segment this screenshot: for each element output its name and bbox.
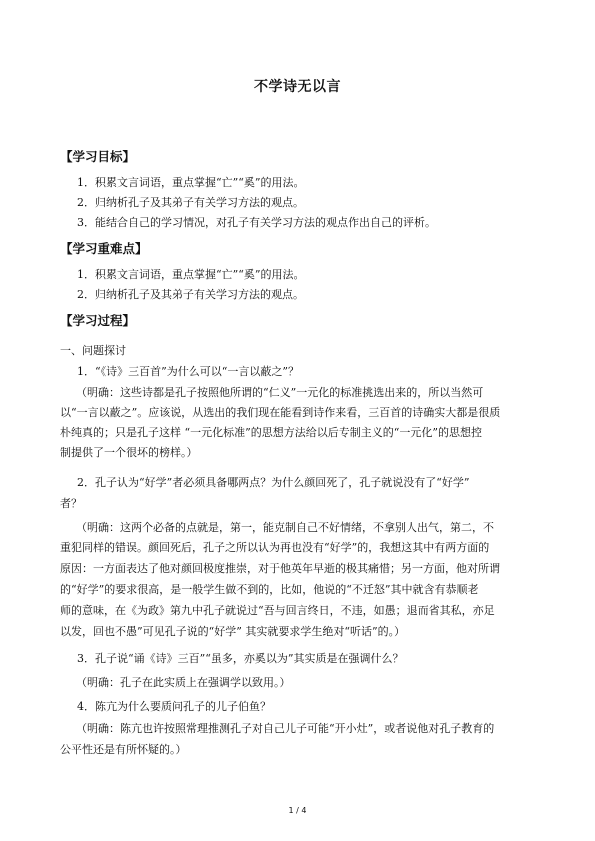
answer-2-line: 以发，回也不愚”可见孔子说的“好学” 其实就要求学生绝对“听话”的。） [60, 625, 406, 638]
part-heading: 一、问题探讨 [60, 344, 126, 357]
difficulty-item: 1．积累文言词语，重点掌握“亡”“奚”的用法。 [77, 268, 305, 281]
question-2-line: 者？ [60, 497, 82, 510]
answer-1-line: 以“一言以蔽之”。应该说，从选出的我们现在能看到诗作来看，三百首的诗确实大都是很质 [60, 406, 501, 419]
goal-item: 1．积累文言词语，重点掌握“亡”“奚”的用法。 [77, 176, 305, 189]
section-heading-goals: 【学习目标】 [60, 149, 136, 164]
section-heading-difficulties: 【学习重难点】 [60, 241, 148, 256]
answer-2-line: 重犯同样的错误。颜回死后，孔子之所以认为再也没有“好学”的，我想这其中有两方面的 [60, 541, 490, 554]
answer-4-line: （明确：陈亢也许按照常理推测孔子对自己儿子可能“开小灶”，或者说他对孔子教育的 [76, 722, 495, 735]
answer-1-line: 制提供了一个很坏的榜样。） [60, 446, 198, 459]
question-3: 3．孔子说“诵《诗》三百”“虽多，亦奚以为”其实质是在强调什么？ [77, 652, 404, 665]
page-number: 1 / 4 [288, 806, 307, 815]
answer-2-line: （明确：这两个必备的点就是，第一，能克制自己不好情绪，不拿别人出气，第二，不 [76, 521, 494, 534]
goal-item: 2．归纳析孔子及其弟子有关学习方法的观点。 [77, 196, 304, 209]
page-title: 不学诗无以言 [254, 79, 341, 95]
question-2-line: 2．孔子认为“好学”者必须具备哪两点？为什么颜回死了，孔子就说没有了“好学” [77, 476, 470, 489]
goal-item: 3．能结合自己的学习情况，对孔子有关学习方法的观点作出自己的评析。 [77, 216, 436, 229]
answer-2-line: 的“好学”的要求很高，是一般学生做不到的，比如，他说的“不迁怒”其中就含有恭顺老 [60, 583, 479, 596]
answer-1-line: 朴纯真的；只是孔子这样 “一元化标准”的思想方法给以后专制主义的“一元化”的思想控 [60, 426, 482, 439]
section-heading-process: 【学习过程】 [60, 313, 136, 328]
answer-4-line: 公平性还是有所怀疑的。） [60, 743, 187, 756]
answer-1-line: （明确：这些诗都是孔子按照他所谓的“仁义”一元化的标准挑选出来的，所以当然可 [76, 386, 484, 399]
question-4: 4．陈亢为什么要质问孔子的儿子伯鱼？ [77, 700, 271, 713]
answer-2-line: 师的意味，在《为政》第九中孔子就说过“吾与回言终日，不违，如愚；退而省其私，亦足 [60, 604, 495, 617]
question-1: 1．“《诗》三百首”为什么可以“一言以蔽之”？ [77, 365, 299, 378]
answer-2-line: 原因：一方面表达了他对颜回极度推崇，对于他英年早逝的极其痛惜；另一方面，他对所谓 [60, 562, 500, 575]
difficulty-item: 2．归纳析孔子及其弟子有关学习方法的观点。 [77, 288, 304, 301]
answer-3: （明确：孔子在此实质上在强调学以致用。） [76, 676, 291, 689]
